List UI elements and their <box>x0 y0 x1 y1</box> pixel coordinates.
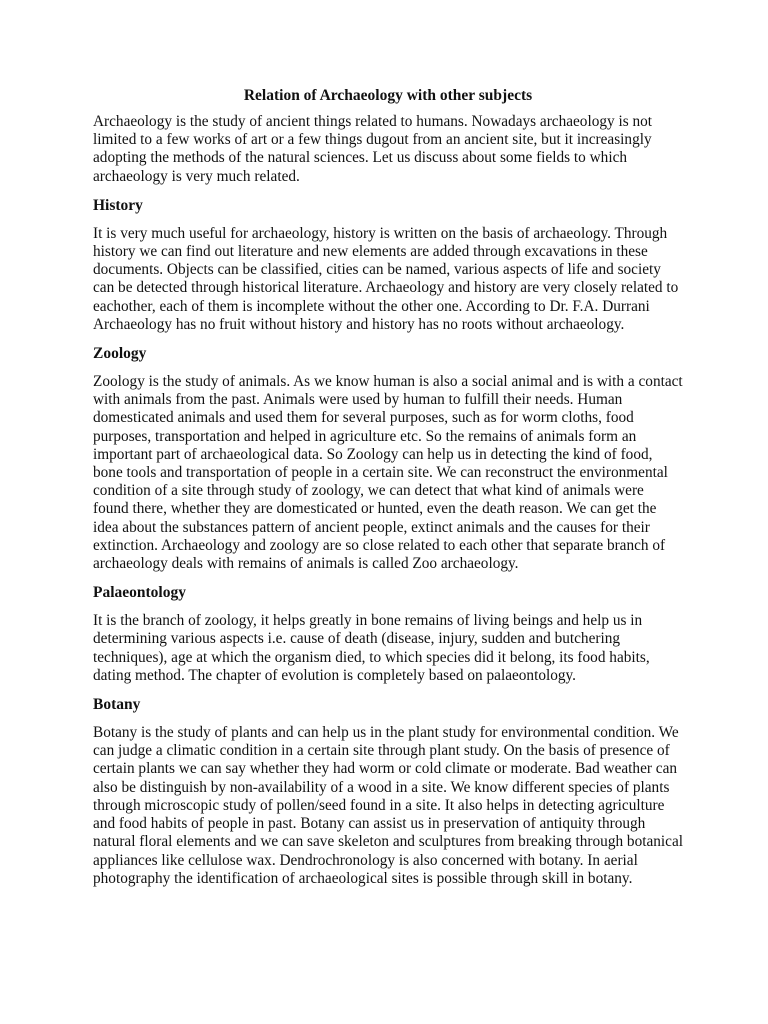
page-title: Relation of Archaeology with other subjects <box>243 87 533 104</box>
section-body-botany: Botany is the study of plants and can help us in the plant study for environmental condition. We can judge a climatic condition in a certain site through plant study. On the basis of presence of certain plants we can say whether they had worm or cold climate or moderate. Bad weather can also be distinguish by non-availability of a wood in a site. We know different species of plants through microscopic study of pollen/seed found in a site. It also helps in detecting agriculture and food habits of people in past. Botany can assist us in preservation of antiquity through natural floral elements and we can save skeleton and sculptures from breaking through botanical appliances like cellulose wax. Dendrochronology is also concerned with botany. In aerial photography the identification of archaeological sites is possible through skill in botany. <box>93 724 683 887</box>
section-heading-botany: Botany <box>93 696 141 714</box>
document-body <box>93 86 683 888</box>
section-body-palaeontology: It is the branch of zoology, it helps greatly in bone remains of living beings and help us in determining various aspects i.e. cause of death (disease, injury, sudden and butchering techniques), age at which the organism died, to which species did it belong, its food habits, dating method. The chapter of evolution is completely based on palaeontology. <box>93 612 650 684</box>
intro-paragraph: Archaeology is the study of ancient things related to humans. Nowadays archaeology is not limited to a few works of art or a few things dugout from an ancient site, but it increasingly adopting the methods of the natural sciences. Let us discuss about some fields to which archaeology is very much related. <box>93 113 653 185</box>
section-heading-history: History <box>93 196 143 214</box>
section-body-zoology: Zoology is the study of animals. As we know human is also a social animal and is with a contact with animals from the past. Animals were used by human to fulfill their needs. Human domesticated animals and used them for several purposes, such as for worm cloths, food purposes, transportation and helped in agriculture etc. So the remains of animals form an important part of archaeological data. So Zoology can help us in detecting the kind of food, bone tools and transportation of people in a certain site. We can reconstruct the environmental condition of a site through study of zoology, we can detect that what kind of animals were found there, whether they are domesticated or hunted, even the death reason. We can get the idea about the substances pattern of ancient people, extinct animals and the causes for their extinction. Archaeology and zoology are so close related to each other that separate branch of archaeology deals with remains of animals is called Zoo archaeology. <box>93 373 683 573</box>
section-heading-palaeontology: Palaeontology <box>93 584 186 602</box>
section-body-history: It is very much useful for archaeology, history is written on the basis of archaeology. Through history we can find out literature and new elements are added through excavations in these documents. Objects can be classified, cities can be named, various aspects of life and society can be detected through historical literature. Archaeology and history are very closely related to eachother, each of them is incomplete without the other one. According to Dr. F.A. Durrani Archaeology has no fruit without history and history has no roots without archaeology. <box>93 224 679 333</box>
section-heading-zoology: Zoology <box>93 345 147 363</box>
